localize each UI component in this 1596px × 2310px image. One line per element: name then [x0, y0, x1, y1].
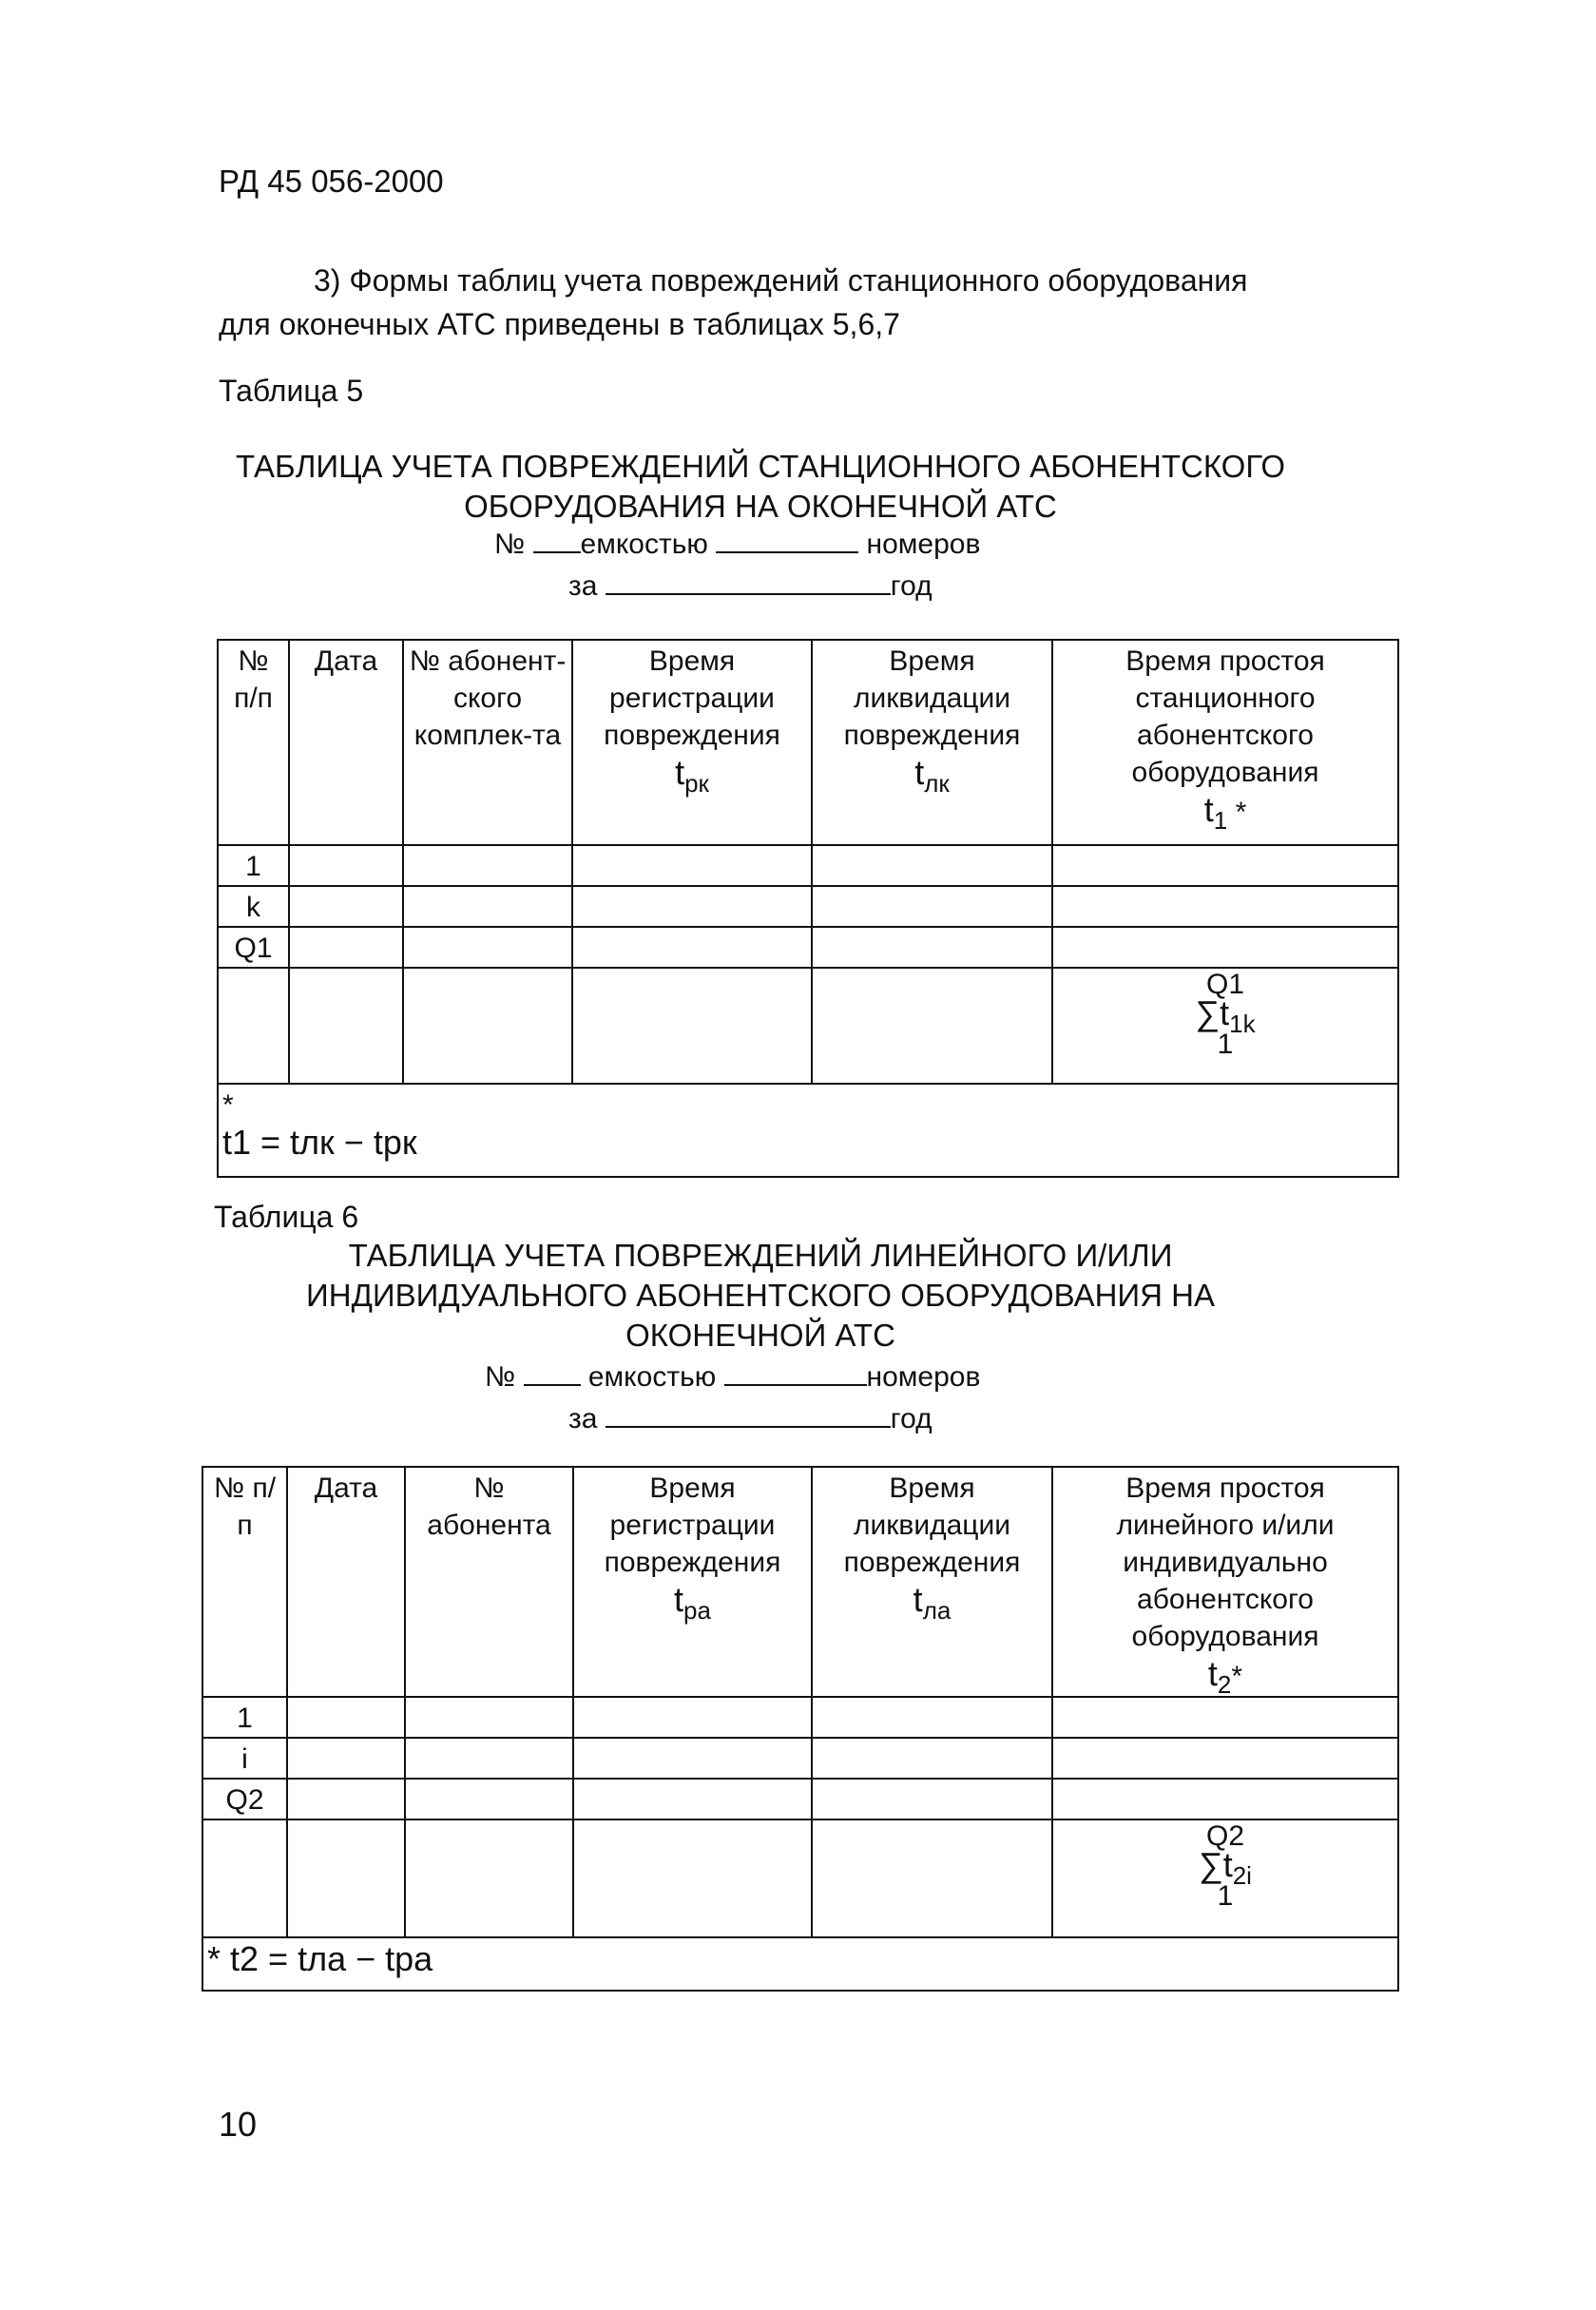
table-cell: [812, 1779, 1052, 1819]
table-cell: [572, 886, 812, 927]
table6-footnote: [202, 1937, 1398, 1991]
table6-header-col6-text: Время простоя линейного и/или индивидуально абонентского оборудования: [1116, 1473, 1335, 1652]
table6-sub-capacity: емкостью: [587, 1361, 717, 1393]
table6-footnote-row: [202, 1937, 1398, 1991]
table-cell: [287, 1697, 405, 1738]
table6-header-col6-symbol: t2*: [1207, 1654, 1243, 1697]
table6-sum-formula: Q2 ∑t2i 1: [1199, 1820, 1252, 1912]
table5-title-line1: ТАБЛИЦА УЧЕТА ПОВРЕЖДЕНИЙ СТАНЦИОННОГО АБОНЕНТСКОГО: [235, 449, 1286, 484]
table-cell: [573, 1738, 812, 1779]
table6: [202, 1466, 1399, 1992]
table5-row-2-number: k: [218, 886, 289, 927]
table-cell: [812, 1738, 1052, 1779]
table5-footnote-row: [218, 1084, 1398, 1177]
table6-row-2-number: i: [202, 1738, 287, 1779]
table5-header-col1: № п/п: [218, 640, 289, 845]
table-cell: [405, 1697, 573, 1738]
table5-subtitle-line2: [568, 567, 933, 606]
sum-lower-limit: 1: [1217, 1029, 1234, 1060]
table-cell: [573, 1819, 812, 1937]
table6-sum-row: [202, 1819, 1398, 1937]
table-cell: [812, 886, 1052, 927]
blank-line: [533, 527, 581, 553]
table6-title-line3: ОКОНЕЧНОЙ АТС: [625, 1318, 895, 1353]
table6-sum-cell: [1052, 1819, 1398, 1937]
table6-header-col4-text: Время регистрации повреждения: [604, 1473, 781, 1578]
table6-header-col5: [812, 1467, 1052, 1697]
table6-row-3-number: Q2: [202, 1779, 287, 1819]
table-cell: [289, 927, 403, 968]
table5-title-line2: ОБОРУДОВАНИЯ НА ОКОНЕЧНОЙ АТС: [464, 489, 1057, 524]
table6-header-col2: Дата: [287, 1467, 405, 1697]
table5-header-col5: [812, 640, 1052, 845]
table5-title: [219, 447, 1302, 527]
table6-sub-no: №: [485, 1361, 516, 1393]
sum-upper-limit: Q2: [1205, 1820, 1245, 1852]
blank-line: [724, 1359, 867, 1386]
intro-line-2: для оконечных АТС приведены в таблицах 5,6,7: [219, 307, 900, 341]
document-code: РД 45 056-2000: [219, 164, 444, 199]
table-cell: [812, 968, 1052, 1084]
table5-label: Таблица 5: [219, 374, 364, 408]
table6-header-col1: № п/п: [202, 1467, 287, 1697]
table-cell: [1052, 845, 1398, 886]
table6-title-line2: ИНДИВИДУАЛЬНОГО АБОНЕНТСКОГО ОБОРУДОВАНИЯ НА: [306, 1278, 1215, 1313]
table6-sub-numbers: номеров: [866, 1361, 981, 1393]
table5-sum-formula: Q1 ∑t1k 1: [1195, 969, 1256, 1060]
table5-footnote: [218, 1084, 1398, 1177]
table5-header-col4-symbol: tрк: [675, 753, 709, 798]
table5-sub-numbers: номеров: [866, 529, 981, 560]
table-cell: [1052, 1738, 1398, 1779]
sum-upper-limit: Q1: [1205, 969, 1245, 1000]
table-cell: [289, 845, 403, 886]
table5-header-col3: № абонент-ского комплек-та: [403, 640, 572, 845]
table6-header-col6: [1052, 1467, 1398, 1697]
table5-sum-cell: [1052, 968, 1398, 1084]
table-cell: [405, 1779, 573, 1819]
table-cell: [572, 845, 812, 886]
table5-subtitle-line1: [494, 525, 980, 565]
table5: [217, 639, 1399, 1178]
table-cell: [812, 1819, 1052, 1937]
table5-header-row: [218, 640, 1398, 845]
table-cell: [1052, 1779, 1398, 1819]
table6-header-col4-symbol: tра: [674, 1580, 711, 1625]
table5-header-col2: Дата: [289, 640, 403, 845]
table-cell: [405, 1738, 573, 1779]
table-cell: [287, 1779, 405, 1819]
table-cell: [1052, 886, 1398, 927]
table-cell: [403, 968, 572, 1084]
table-cell: [812, 1697, 1052, 1738]
footnote-star: *: [222, 1089, 234, 1121]
table-row: [202, 1697, 1398, 1738]
table-cell: [812, 845, 1052, 886]
table5-header-col6-symbol: t1 *: [1203, 790, 1247, 835]
table-cell: [572, 927, 812, 968]
table-row: [218, 927, 1398, 968]
table6-sub-for: за: [568, 1403, 598, 1434]
table5-sub-year: год: [890, 570, 933, 602]
table-cell: [573, 1697, 812, 1738]
page-number: 10: [219, 2105, 258, 2144]
table5-header-col5-symbol: tлк: [914, 753, 950, 798]
table5-sub-for: за: [568, 570, 598, 602]
table6-header-row: [202, 1467, 1398, 1697]
intro-paragraph: [219, 259, 1340, 346]
table-row: [218, 886, 1398, 927]
table5-row-3-number: Q1: [218, 927, 289, 968]
table-row: [202, 1779, 1398, 1819]
table-cell: [202, 1819, 287, 1937]
table-cell: [405, 1819, 573, 1937]
table5-header-col6-text: Время простоя станционного абонентского оборудования: [1125, 645, 1325, 788]
table-cell: [403, 845, 572, 886]
table-cell: [1052, 1697, 1398, 1738]
table6-header-col5-text: Время ликвидации повреждения: [843, 1473, 1021, 1578]
table-cell: [1052, 927, 1398, 968]
table5-footnote-formula: t1 = tлк − tрк: [222, 1123, 417, 1162]
table-cell: [287, 1738, 405, 1779]
table6-subtitle-line2: [568, 1399, 933, 1439]
blank-line: [606, 1401, 891, 1428]
sum-lower-limit: 1: [1217, 1880, 1234, 1912]
table5-header-col5-text: Время ликвидации повреждения: [843, 645, 1021, 751]
table6-subtitle-line1: [485, 1357, 980, 1397]
table-cell: [287, 1819, 405, 1937]
table-row: [202, 1738, 1398, 1779]
sigma-symbol: ∑: [1199, 1845, 1223, 1884]
table6-header-col5-symbol: tла: [913, 1580, 952, 1625]
table6-row-1-number: 1: [202, 1697, 287, 1738]
table6-header-col4: [573, 1467, 812, 1697]
table6-title: [219, 1236, 1302, 1356]
table5-sub-capacity: емкостью: [580, 529, 708, 560]
table5-sub-no: №: [494, 529, 526, 560]
table5-header-col6: [1052, 640, 1398, 845]
table6-title-line1: ТАБЛИЦА УЧЕТА ПОВРЕЖДЕНИЙ ЛИНЕЙНОГО И/ИЛИ: [348, 1238, 1173, 1273]
table-cell: [812, 927, 1052, 968]
blank-line: [606, 568, 891, 595]
blank-line: [716, 527, 858, 553]
table-cell: [572, 968, 812, 1084]
table-cell: [218, 968, 289, 1084]
table-cell: [289, 968, 403, 1084]
table6-sub-year: год: [890, 1403, 933, 1434]
table5-header-col4-text: Время регистрации повреждения: [604, 645, 780, 751]
table6-header-col3: № абонента: [405, 1467, 573, 1697]
table5-row-1-number: 1: [218, 845, 289, 886]
table6-footnote-formula: * t2 = tла − tра: [207, 1939, 433, 1978]
table-row: [218, 845, 1398, 886]
table6-label: Таблица 6: [214, 1200, 359, 1234]
sigma-symbol: ∑: [1195, 993, 1221, 1032]
table-cell: [403, 927, 572, 968]
table-cell: [403, 886, 572, 927]
table5-sum-row: [218, 968, 1398, 1084]
table5-header-col4: [572, 640, 812, 845]
table-cell: [289, 886, 403, 927]
blank-line: [524, 1359, 581, 1386]
intro-line-1: 3) Формы таблиц учета повреждений станционного оборудования: [314, 263, 1248, 298]
table-cell: [573, 1779, 812, 1819]
